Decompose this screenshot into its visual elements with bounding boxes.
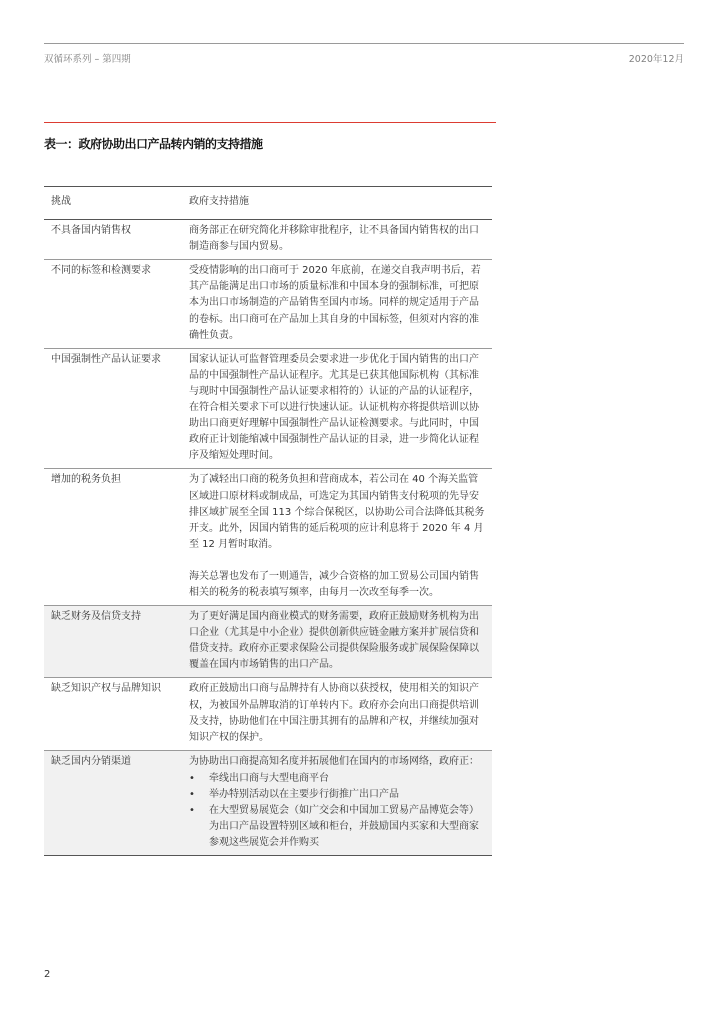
- challenge-cell: 缺乏财务及信贷支持: [44, 606, 182, 678]
- table-title: 表一：政府协助出口产品转内销的支持措施: [44, 137, 263, 151]
- list-item-text: 牵线出口商与大型电商平台: [209, 772, 329, 784]
- measure-paragraph: 商务部正在研究简化并移除审批程序，让不具备国内销售权的出口制造商参与国内贸易。: [189, 225, 479, 253]
- measure-bullet-list: [189, 771, 486, 851]
- challenge-cell: 中国强制性产品认证要求: [51, 353, 161, 365]
- support-measures-table: [44, 186, 492, 856]
- challenge-cell: 缺乏国内分销渠道: [44, 750, 182, 856]
- list-item-text: 举办特别活动以在主要步行街推广出口产品: [209, 789, 399, 800]
- list-item: [189, 787, 486, 803]
- measures-cell: [182, 220, 492, 260]
- column-header-measures: 政府支持措施: [189, 196, 249, 207]
- challenge-cell: 缺乏知识产权与品牌知识: [51, 683, 161, 695]
- measures-cell: [182, 678, 492, 750]
- measures-cell: [182, 348, 492, 469]
- accent-rule: [44, 122, 496, 123]
- header-date: 2020年12月: [628, 54, 684, 65]
- table-row: [44, 678, 492, 750]
- measures-cell: [182, 750, 492, 856]
- support-measures-table-container: [44, 186, 492, 856]
- bullet-icon: •: [189, 772, 195, 784]
- table-row: [44, 469, 492, 606]
- challenge-cell: 增加的税务负担: [51, 474, 121, 486]
- list-item: [189, 803, 486, 851]
- table-row: [44, 260, 492, 348]
- column-header-challenge: 挑战: [51, 196, 71, 207]
- measures-cell: [182, 606, 492, 678]
- header-series-title: 双循环系列 – 第四期: [44, 54, 131, 65]
- measure-paragraph: 为了更好满足国内商业模式的财务需要，政府正鼓励财务机构为出口企业（尤其是中小企业）提供创新供应链金融方案并扩展信贷和借贷支持。政府亦正要求保险公司提供保险服务或扩展保险保障以覆盖在国内市场销售的出口产品。: [189, 611, 479, 671]
- bullet-icon: •: [189, 805, 195, 817]
- measure-paragraph: 为协助出口商提高知名度并拓展他们在国内的市场网络，政府正：: [189, 755, 479, 767]
- header-rule: [44, 43, 684, 44]
- table-row: [44, 348, 492, 469]
- challenge-cell: 不同的标签和检测要求: [51, 265, 151, 277]
- measure-paragraph: 政府正鼓励出口商与品牌持有人协商以获授权，使用相关的知识产权，为被国外品牌取消的订单转内下。政府亦会向出口商提供培训及支持，协助他们在中国注册其拥有的品牌和产权，并继续加强对知识产权的保护。: [189, 683, 479, 743]
- measures-cell: [182, 260, 492, 348]
- table-row: [44, 220, 492, 260]
- measure-paragraph: 为了减轻出口商的税务负担和营商成本，若公司在 40 个海关监管区域进口原材料或制成品，可选定为其国内销售支付税项的先导安排区域扩展至全国 113 个综合保税区，以协助公司合法降低其税务开支。此外，因国内销售的延后税项的应计利息将于 2020 年 4 月至 12 月暂时取消。: [189, 474, 485, 550]
- measures-cell: [182, 469, 492, 606]
- table-row: [44, 606, 492, 678]
- measure-paragraph: 受疫情影响的出口商可于 2020 年底前，在递交自我声明书后，若其产品能满足出口市场的质量标准和中国本身的强制标准，可把原本为出口市场制造的产品销售至国内市场。同样的规定适用于产品的卷标。出口商可在产品加上其自身的中国标签，但须对内容的准确性负责。: [189, 265, 481, 341]
- table-header-row: [44, 187, 492, 220]
- table-row: [44, 750, 492, 856]
- bullet-icon: •: [189, 789, 195, 800]
- list-item-text: 在大型贸易展览会（如广交会和中国加工贸易产品博览会等）为出口产品设置特别区域和柜台，并鼓励国内买家和大型商家参观这些展览会并作购买: [209, 805, 479, 849]
- page-number: 2: [44, 969, 51, 980]
- measure-paragraph: 国家认证认可监督管理委员会要求进一步优化于国内销售的出口产品的中国强制性产品认证程序。尤其是已获其他国际机构（其标准与现时中国强制性产品认证要求相符的）认证的产品的认证程序，在符合相关要求下可以进行快速认证。认证机构亦将提供培训以协助出口商更好理解中国强制性产品认证检测要求。与此同时，中国政府正计划能缩减中国强制性产品认证的目录，进一步简化认证程序及缩短处理时间。: [189, 353, 479, 462]
- list-item: [189, 771, 486, 787]
- challenge-cell: 不具备国内销售权: [51, 225, 131, 237]
- measure-paragraph: 海关总署也发布了一则通告，减少合资格的加工贸易公司国内销售相关的税务的税表填写频率，由每月一次改至每季一次。: [189, 570, 479, 598]
